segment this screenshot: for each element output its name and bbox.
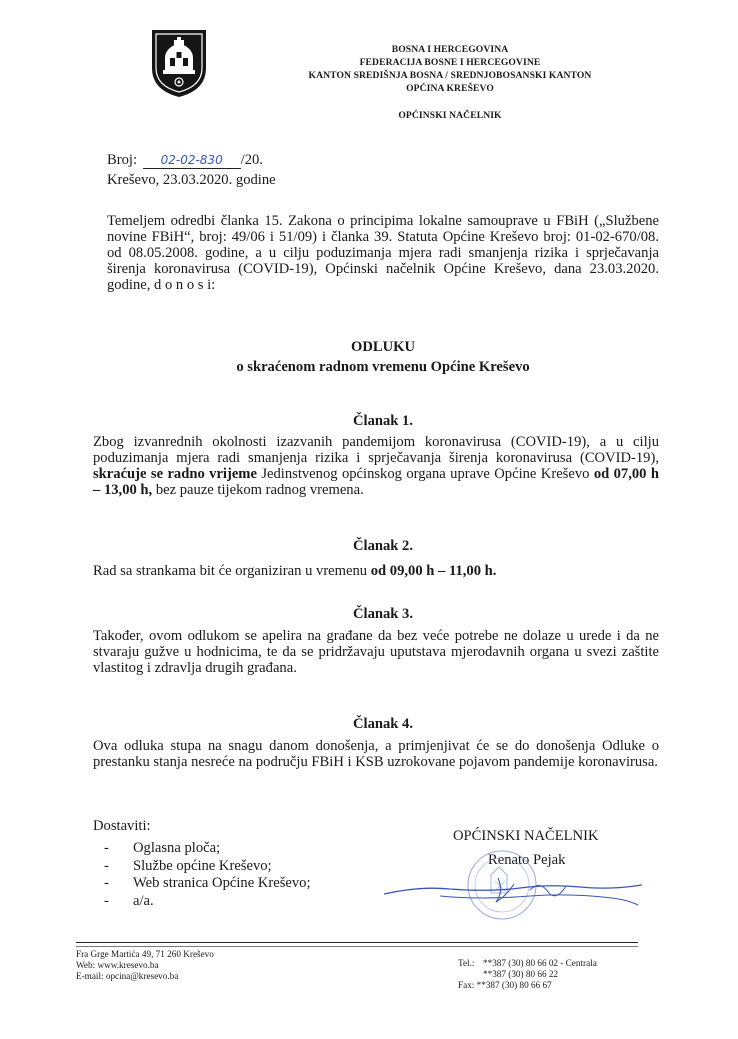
signature-name: Renato Pejak (488, 852, 566, 868)
municipality-crest-logo (150, 28, 208, 98)
footer-email: E-mail: opcina@kresevo.ba (76, 971, 179, 981)
footer-fax: Fax: **387 (30) 80 66 67 (458, 980, 552, 990)
header-canton: KANTON SREDIŠNJA BOSNA / SREDNJOBOSANSKI KANTON (308, 70, 592, 81)
article-1-text (93, 434, 659, 498)
decision-subtitle: o skraćenom radnom vremenu Općine Kreševo (236, 359, 530, 375)
distribution-item: - Oglasna ploča; (104, 840, 311, 858)
article-2-text-part1: Rad sa strankama bit će organiziran u vremenu (93, 563, 371, 579)
header-office: OPĆINSKI NAČELNIK (398, 110, 502, 121)
reference-label: Broj: (107, 152, 137, 168)
article-4-heading: Članak 4. (352, 716, 413, 732)
header-country: BOSNA I HERCEGOVINA (391, 44, 509, 55)
reference-suffix: /20. (240, 152, 263, 168)
article-1-text-part2: Jedinstvenog općinskog organa uprave Općine Kreševo (256, 466, 594, 482)
distribution-label: Dostaviti: (93, 818, 151, 834)
place-date: Kreševo, 23.03.2020. godine (107, 172, 276, 188)
article-1-heading: Članak 1. (352, 413, 413, 429)
article-1-emphasis-working-hours: skraćuje se radno vrijeme (93, 466, 257, 482)
article-1-emphasis-time-range: od 07,00 h – 13,00 h, (93, 466, 659, 498)
article-4-text: Ova odluka stupa na snagu danom donošenja, a primjenjivat će se do donošenja Odluke o prestanku stanja nesreće na području FBiH i KSB uzrokovane pojavom pandemije koronavirusa. (93, 738, 659, 770)
article-3-text: Također, ovom odlukom se apelira na građane da bez veće potrebe ne dolaze u urede i da ne stvaraju gužve u hodnicima, te da se pridržavaju uputstava mjerodavnih organa u svezi zaštite vlastitog i zdravlja drugih građana. (93, 628, 659, 676)
article-3-heading: Članak 3. (352, 606, 413, 622)
handwritten-signature (380, 872, 648, 912)
article-2-heading: Članak 2. (352, 538, 413, 554)
distribution-item: - a/a. (104, 893, 311, 911)
distribution-item: - Službe općine Kreševo; (104, 858, 311, 876)
footer-tel-central: **387 (30) 80 66 02 - Centrala (483, 958, 597, 968)
footer-divider (76, 942, 638, 943)
article-1-text-part1: Zbog izvanrednih okolnosti izazvanih pandemijom koronavirusa (COVID-19), a u cilju poduzimanja mjera radi smanjenja rizika i sprječavanja širenja koronavirusa (COVID-19), (93, 434, 659, 466)
header-municipality: OPĆINA KREŠEVO (406, 83, 494, 94)
distribution-list (104, 840, 311, 910)
article-2-text (93, 563, 659, 579)
footer-tel-label: Tel.: (458, 958, 475, 968)
footer-web: Web: www.kresevo.ba (76, 960, 159, 970)
decision-title: ODLUKU (350, 339, 416, 355)
reference-number (107, 152, 263, 169)
header-federation: FEDERACIJA BOSNE I HERCEGOVINE (359, 57, 541, 68)
distribution-item: - Web stranica Općine Kreševo; (104, 875, 311, 893)
article-1-text-part3: bez pauze tijekom radnog vremena. (152, 482, 364, 498)
reference-handwritten-number: 02-02-830 (160, 153, 223, 167)
signature-title: OPĆINSKI NAČELNIK (453, 828, 599, 844)
footer-address: Fra Grge Martića 49, 71 260 Kreševo (76, 949, 214, 959)
footer-divider-secondary (76, 946, 638, 947)
preamble: Temeljem odredbi članka 15. Zakona o principima lokalne samouprave u FBiH („Službene novine FBiH“, broj: 49/06 i 51/09) i članka 39. Statuta Općine Kreševo broj: 01-02-670/08. od 08.05.2008. godine, a u cilju poduzimanja mjera radi smanjenja rizika i sprječavanja širenja koronavirusa (COVID-19), Općinski načelnik Općine Kreševo, dana 23.03.2020. godine, d o n o s i: (107, 213, 659, 293)
article-2-emphasis-time-range: od 09,00 h – 11,00 h. (370, 563, 497, 579)
footer-tel-secondary: **387 (30) 80 66 22 (483, 969, 559, 979)
